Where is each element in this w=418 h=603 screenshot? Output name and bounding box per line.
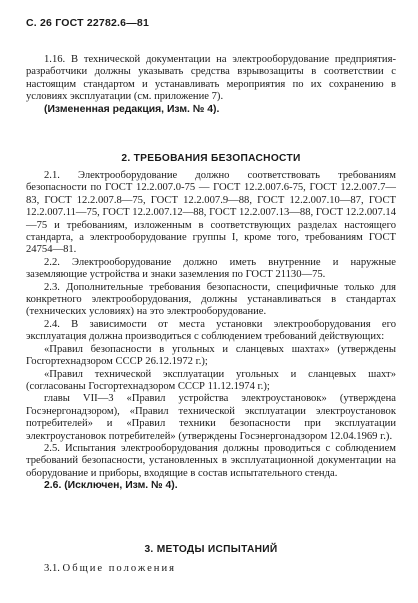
paragraph-2-2: 2.2. Электрооборудование должно иметь внутренние и наружные заземляющие устройства и знаки заземления по ГОСТ 21130—75.	[26, 256, 396, 281]
amendment-note: (Измененная редакция, Изм. № 4).	[44, 103, 220, 115]
paragraph-2-4: 2.4. В зависимости от места установки электрооборудования его эксплуатация должна производиться с соблюдением требований действующих:	[26, 318, 396, 343]
paragraph-2-4-b: «Правил технической эксплуатации угольных и сланцевых шахт» (согласованы Госгортехнадзором СССР 11.12.1974 г.);	[26, 368, 396, 392]
paragraph-2-6: 2.6. (Исключен, Изм. № 4).	[44, 480, 178, 492]
intro-block	[26, 54, 396, 116]
paragraph-2-3: 2.3. Дополнительные требования безопасности, специфичные только для конкретного электрооборудования, должны устанавливаться в стандартах (технических условиях) на это электрооборудование.	[26, 281, 396, 318]
page-header: С. 26 ГОСТ 22782.6—81	[26, 17, 149, 29]
section-2-body	[26, 170, 396, 493]
paragraph-2-4-a: «Правил безопасности в угольных и сланцевых шахтах» (утверждены Госгортехнадзором СССР 26.12.1972 г.);	[26, 343, 396, 368]
subsection-title: Общие положения	[62, 563, 177, 574]
section-3-heading: 3. МЕТОДЫ ИСПЫТАНИЙ	[144, 544, 278, 555]
paragraph-2-4-c: главы VII—3 «Правил устройства электроустановок» (утверждена Госэнергонадзором), «Правил технической эксплуатации электроустановок потребителей» и «Правил техники безопасности при эксплуатации электроустановок потребителей» (утверждены Госэнергонадзором 12.04.1969 г.).	[26, 393, 396, 442]
section-3-body	[26, 563, 396, 575]
subsection-3-1	[26, 563, 396, 575]
subsection-number: 3.1.	[44, 563, 60, 574]
paragraph-2-1: 2.1. Электрооборудование должно соответствовать требованиям безопасности по ГОСТ 12.2.007.0-75 — ГОСТ 12.2.007.6-75, ГОСТ 12.2.007.7—83, ГОСТ 12.2.007.8—75, ГОСТ 12.2.007.9—88, ГОСТ 12.2.007.10—87, ГОСТ 12.2.007.11—75, ГОСТ 12.2.007.12—88, ГОСТ 12.2.007.13—88, ГОСТ 12.2.007.14—75 и требованиям, изложенным в соответствующих разделах настоящего стандарта, а электрооборудование группы I, кроме того, требованиям ГОСТ 24754—81.	[26, 170, 396, 256]
paragraph-2-5: 2.5. Испытания электрооборудования должны проводиться с соблюдением требований безопасности, установленных в эксплуатационной документации на оборудование и приборы, входящие в состав испытательного стенда.	[26, 442, 396, 479]
section-2-heading: 2. ТРЕБОВАНИЯ БЕЗОПАСНОСТИ	[121, 153, 301, 164]
paragraph-1-16: 1.16. В технической документации на электрооборудование предприятия-разработчики должны указывать средства взрывозащиты в соответствии с настоящим стандартом и устанавливать мероприятия по их сохранению в условиях эксплуатации (см. приложение 7).	[26, 54, 396, 103]
